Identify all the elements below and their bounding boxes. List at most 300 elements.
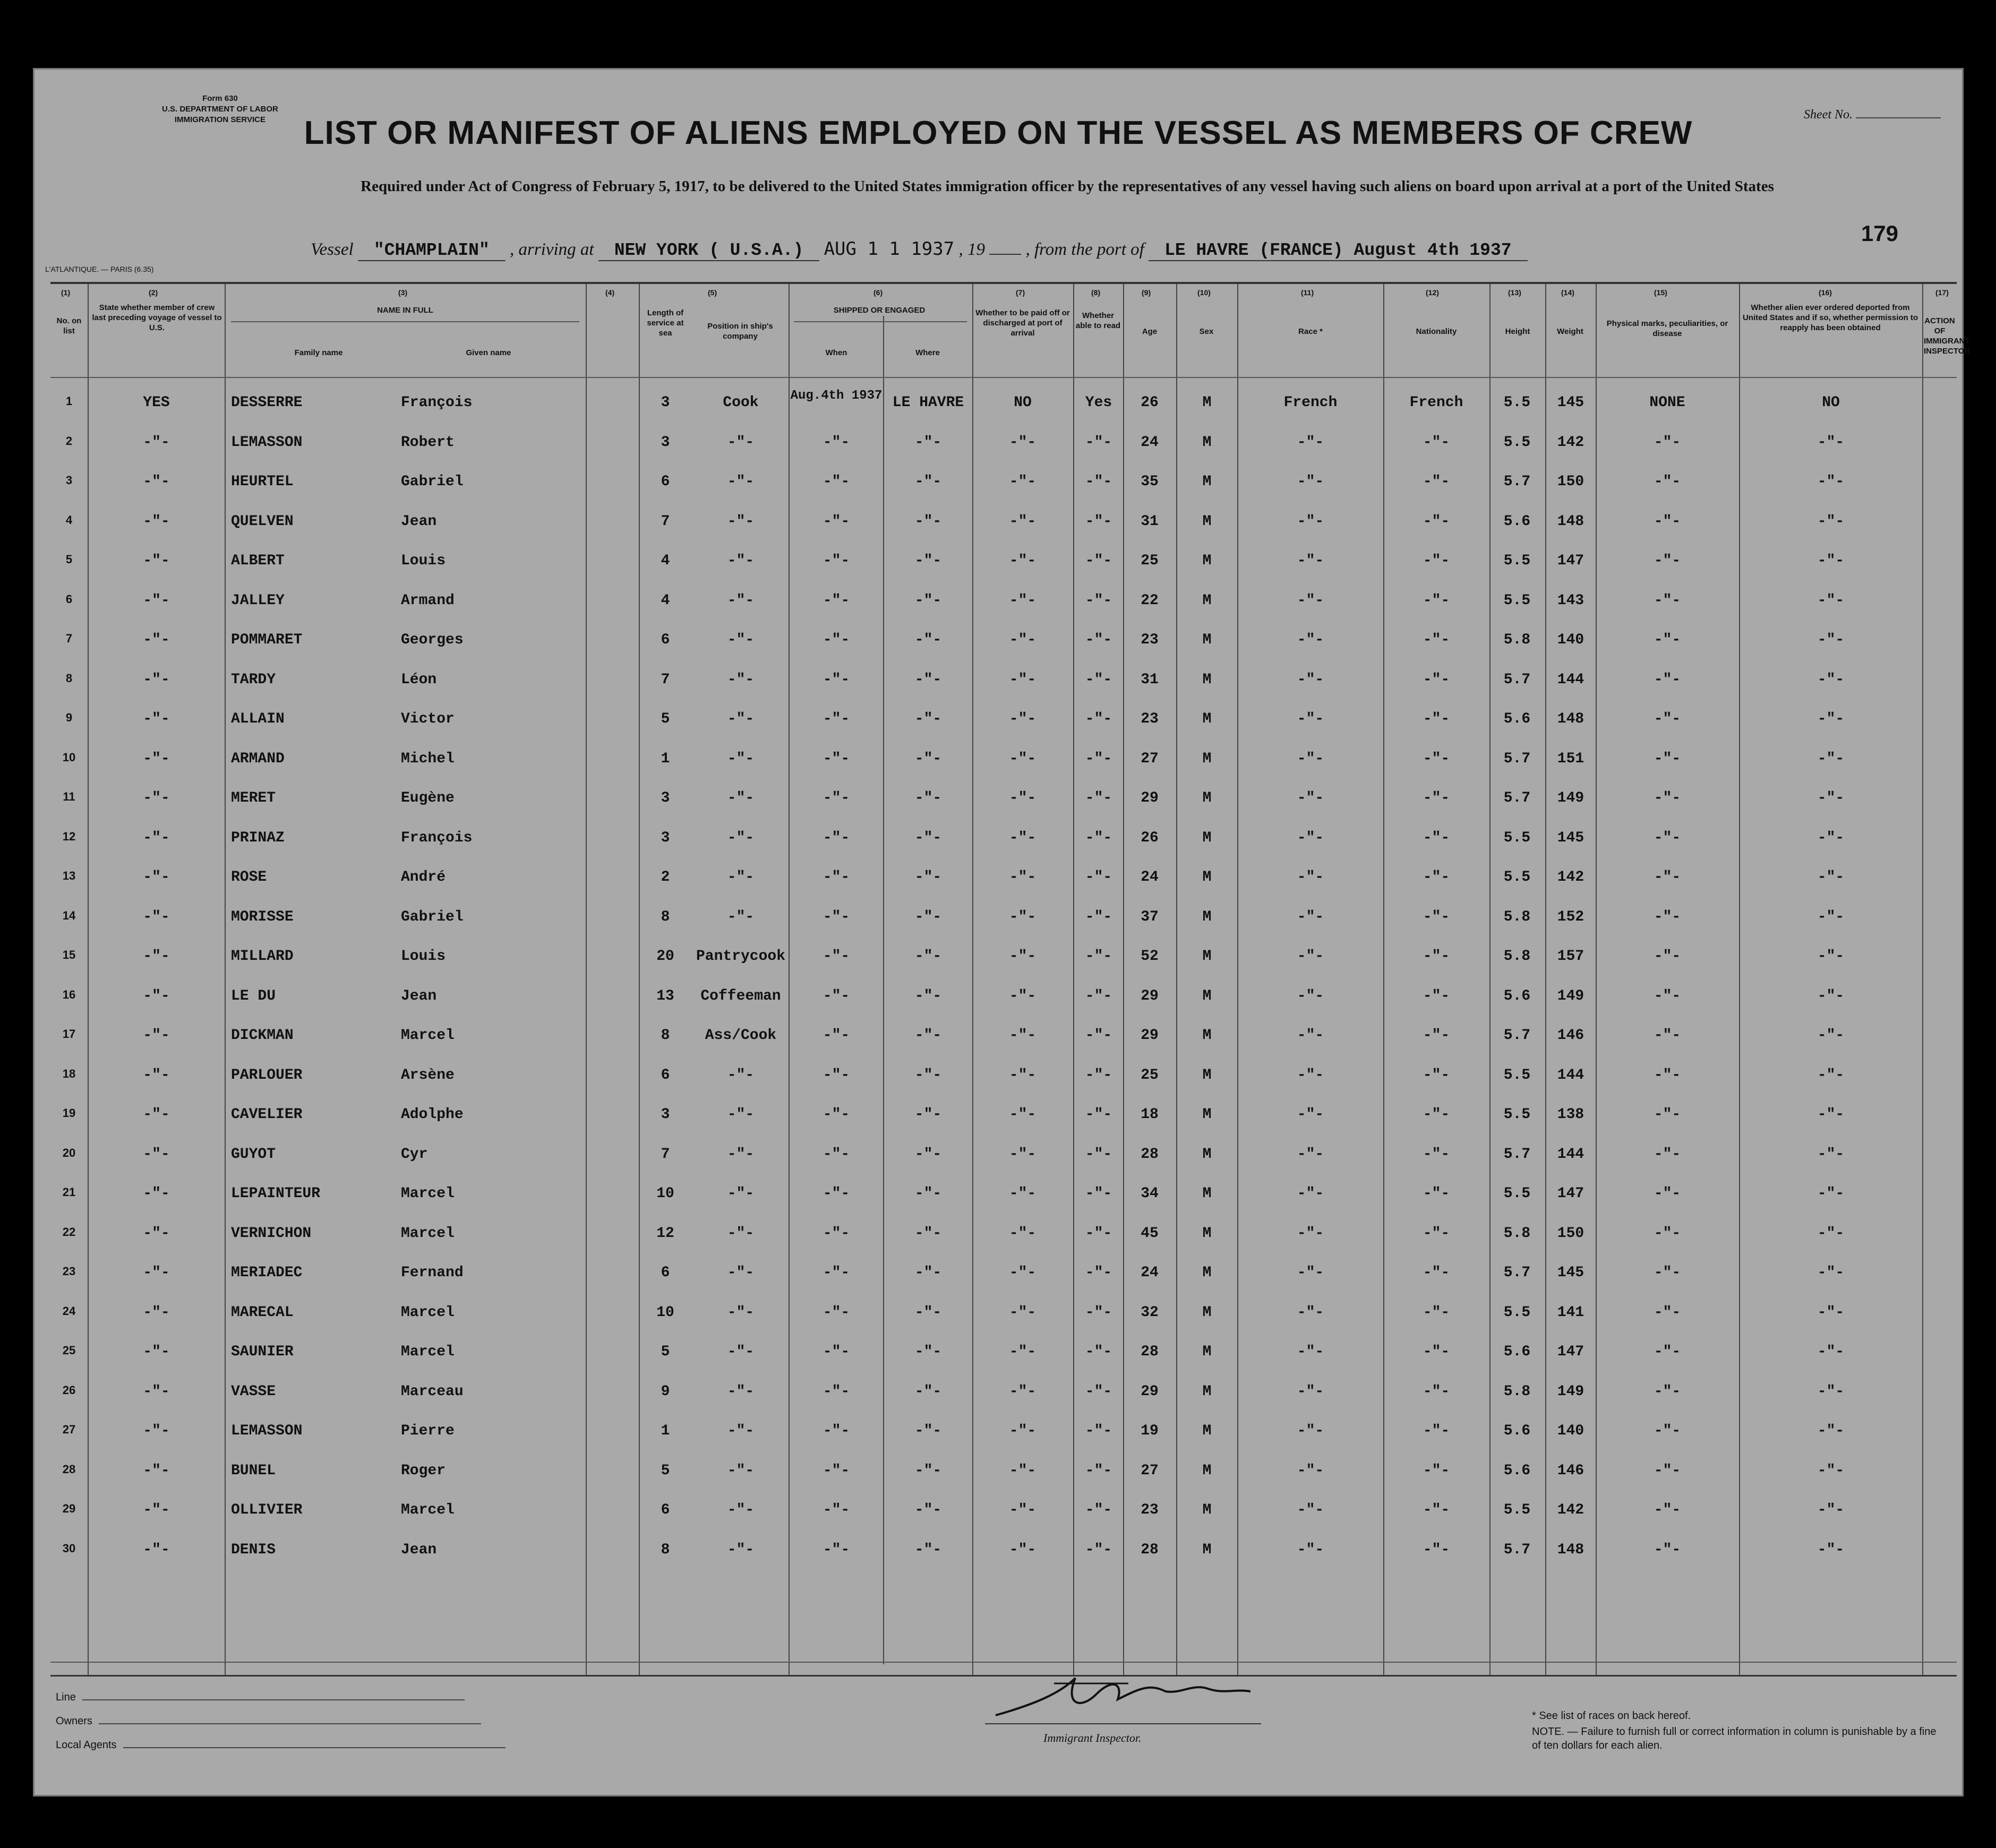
col-num-1: (1) bbox=[61, 288, 71, 297]
able-to-read-cell: -"- bbox=[1085, 1265, 1112, 1281]
shipped-where-cell: -"- bbox=[914, 1304, 942, 1321]
prev-voyage-cell: -"- bbox=[143, 1265, 170, 1281]
height-cell: 5.5 bbox=[1503, 1502, 1531, 1518]
deported-cell: -"- bbox=[1817, 1067, 1845, 1084]
nationality-cell: -"- bbox=[1423, 1383, 1450, 1400]
marks-cell: -"- bbox=[1654, 869, 1681, 886]
age-cell: 29 bbox=[1141, 1383, 1159, 1400]
service-length-cell: 8 bbox=[661, 908, 670, 925]
footer-line: Line bbox=[56, 1691, 465, 1704]
row-number: 28 bbox=[62, 1462, 76, 1476]
service-length-cell: 13 bbox=[656, 987, 674, 1004]
sex-cell: M bbox=[1202, 1106, 1212, 1123]
given-name-cell: Jean bbox=[401, 987, 437, 1004]
height-cell: 5.6 bbox=[1503, 1423, 1531, 1439]
shipped-where-cell: -"- bbox=[914, 1067, 942, 1084]
sex-cell: M bbox=[1202, 474, 1212, 490]
vessel-name: "CHAMPLAIN" bbox=[358, 240, 506, 261]
table-row bbox=[50, 1058, 1957, 1097]
shipped-where-cell: -"- bbox=[914, 474, 942, 490]
col-num-9: (9) bbox=[1142, 288, 1151, 297]
paid-off-cell: -"- bbox=[1009, 513, 1036, 530]
family-name-cell: MARECAL bbox=[231, 1304, 294, 1321]
paid-off-cell: -"- bbox=[1009, 1541, 1036, 1558]
family-name-cell: DESSERRE bbox=[231, 394, 303, 411]
paid-off-cell: -"- bbox=[1009, 671, 1036, 688]
vessel-line: Vessel "CHAMPLAIN" , arriving at NEW YORK ( U.S.A.) AUG 1 1 1937 , 19 , from the port of LE HAVRE (FRANCE) August 4th 1937 bbox=[311, 238, 1528, 260]
age-cell: 28 bbox=[1141, 1541, 1159, 1558]
service-length-cell: 5 bbox=[661, 1462, 670, 1479]
height-cell: 5.7 bbox=[1503, 790, 1531, 806]
deported-cell: -"- bbox=[1817, 790, 1845, 806]
able-to-read-cell: -"- bbox=[1085, 1502, 1112, 1518]
able-to-read-cell: -"- bbox=[1085, 750, 1112, 767]
sex-cell: M bbox=[1202, 632, 1212, 648]
prev-voyage-cell: -"- bbox=[143, 1106, 170, 1123]
height-cell: 5.6 bbox=[1503, 1344, 1531, 1360]
position-cell: -"- bbox=[727, 513, 755, 530]
weight-cell: 157 bbox=[1557, 948, 1584, 965]
race-cell: -"- bbox=[1297, 1027, 1324, 1044]
position-cell: -"- bbox=[727, 1541, 755, 1558]
able-to-read-cell: -"- bbox=[1085, 869, 1112, 886]
row-number: 16 bbox=[62, 987, 76, 1001]
service-length-cell: 3 bbox=[661, 434, 670, 451]
row-number: 12 bbox=[62, 829, 76, 843]
shipped-when-cell: Aug.4th 1937 bbox=[790, 389, 883, 403]
shipped-where-cell: -"- bbox=[914, 1502, 942, 1518]
nationality-cell: -"- bbox=[1423, 513, 1450, 530]
sex-cell: M bbox=[1202, 750, 1212, 767]
marks-cell: -"- bbox=[1654, 711, 1681, 727]
table-row bbox=[50, 1097, 1957, 1136]
table-row bbox=[50, 543, 1957, 582]
height-cell: 5.5 bbox=[1503, 1304, 1531, 1321]
sex-cell: M bbox=[1202, 1383, 1212, 1400]
given-name-cell: Louis bbox=[401, 553, 446, 569]
prev-voyage-cell: -"- bbox=[143, 1502, 170, 1518]
paid-off-cell: -"- bbox=[1009, 1502, 1036, 1518]
col-num-14: (14) bbox=[1561, 288, 1574, 297]
height-cell: 5.6 bbox=[1503, 987, 1531, 1004]
able-to-read-cell: -"- bbox=[1085, 711, 1112, 727]
table-row bbox=[50, 1176, 1957, 1215]
table-row bbox=[50, 385, 1957, 424]
weight-cell: 144 bbox=[1557, 671, 1584, 688]
prev-voyage-cell: -"- bbox=[143, 1185, 170, 1202]
row-number: 25 bbox=[62, 1344, 76, 1357]
marks-cell: -"- bbox=[1654, 1344, 1681, 1360]
given-name-cell: André bbox=[401, 869, 446, 886]
given-name-cell: Adolphe bbox=[401, 1106, 464, 1123]
shipped-where-cell: -"- bbox=[914, 1383, 942, 1400]
service-length-cell: 6 bbox=[661, 1502, 670, 1518]
table-row bbox=[50, 504, 1957, 543]
sex-cell: M bbox=[1202, 790, 1212, 806]
page-subtitle: Required under Act of Congress of February 5, 1917, to be delivered to the United States immigration officer by the representatives of any vessel having such aliens on board upon arrival at a port of the United States bbox=[361, 178, 1774, 195]
row-number: 17 bbox=[62, 1027, 76, 1041]
service-length-cell: 12 bbox=[656, 1225, 674, 1242]
service-length-cell: 1 bbox=[661, 750, 670, 767]
table-row bbox=[50, 859, 1957, 899]
prev-voyage-cell: -"- bbox=[143, 711, 170, 727]
sex-cell: M bbox=[1202, 1502, 1212, 1518]
race-cell: -"- bbox=[1297, 553, 1324, 569]
age-cell: 31 bbox=[1141, 671, 1159, 688]
shipped-when-cell: -"- bbox=[823, 869, 850, 886]
family-name-cell: ALLAIN bbox=[231, 711, 285, 727]
sex-cell: M bbox=[1202, 1344, 1212, 1360]
shipped-where-cell: -"- bbox=[914, 592, 942, 609]
given-name-cell: Georges bbox=[401, 632, 464, 648]
deported-cell: -"- bbox=[1817, 987, 1845, 1004]
race-cell: -"- bbox=[1297, 1383, 1324, 1400]
able-to-read-cell: -"- bbox=[1085, 474, 1112, 490]
col-num-6: (6) bbox=[873, 288, 883, 297]
able-to-read-cell: -"- bbox=[1085, 1383, 1112, 1400]
family-name-cell: DENIS bbox=[231, 1541, 276, 1558]
shipped-when-cell: -"- bbox=[823, 1146, 850, 1163]
nationality-cell: -"- bbox=[1423, 592, 1450, 609]
shipped-when-cell: -"- bbox=[823, 1225, 850, 1242]
row-number: 4 bbox=[65, 513, 73, 527]
able-to-read-cell: -"- bbox=[1085, 632, 1112, 648]
family-name-cell: MORISSE bbox=[231, 908, 294, 925]
age-cell: 22 bbox=[1141, 592, 1159, 609]
row-number: 21 bbox=[62, 1185, 76, 1199]
page-title: LIST OR MANIFEST OF ALIENS EMPLOYED ON THE VESSEL AS MEMBERS OF CREW bbox=[304, 115, 1693, 151]
prev-voyage-cell: -"- bbox=[143, 908, 170, 925]
shipped-where-cell: -"- bbox=[914, 1423, 942, 1439]
prev-voyage-cell: -"- bbox=[143, 1344, 170, 1360]
col-num-13: (13) bbox=[1508, 288, 1521, 297]
family-name-cell: LE DU bbox=[231, 987, 276, 1004]
col-head-marks: Physical marks, peculiarities, or disease bbox=[1606, 319, 1728, 338]
shipped-when-cell: -"- bbox=[823, 1541, 850, 1558]
sex-cell: M bbox=[1202, 1541, 1212, 1558]
races-note: * See list of races on back hereof. bbox=[1532, 1710, 1691, 1722]
marks-cell: -"- bbox=[1654, 1462, 1681, 1479]
race-cell: -"- bbox=[1297, 829, 1324, 846]
nationality-cell: -"- bbox=[1423, 671, 1450, 688]
prev-voyage-cell: -"- bbox=[143, 1067, 170, 1084]
service-length-cell: 2 bbox=[661, 869, 670, 886]
race-cell: -"- bbox=[1297, 1106, 1324, 1123]
table-row bbox=[50, 1295, 1957, 1334]
shipped-when-cell: -"- bbox=[823, 1502, 850, 1518]
family-name-cell: JALLEY bbox=[231, 592, 285, 609]
able-to-read-cell: -"- bbox=[1085, 1106, 1112, 1123]
footer-owners: Owners bbox=[56, 1715, 481, 1727]
shipped-when-cell: -"- bbox=[823, 1185, 850, 1202]
row-number: 29 bbox=[62, 1502, 76, 1515]
position-cell: -"- bbox=[727, 632, 755, 648]
table-row bbox=[50, 701, 1957, 741]
nationality-cell: -"- bbox=[1423, 1462, 1450, 1479]
age-cell: 29 bbox=[1141, 1027, 1159, 1044]
weight-cell: 148 bbox=[1557, 1541, 1584, 1558]
given-name-cell: Eugène bbox=[401, 790, 455, 806]
row-number: 10 bbox=[62, 750, 76, 764]
age-cell: 29 bbox=[1141, 790, 1159, 806]
marks-cell: -"- bbox=[1654, 632, 1681, 648]
weight-cell: 151 bbox=[1557, 750, 1584, 767]
able-to-read-cell: Yes bbox=[1085, 394, 1112, 411]
given-name-cell: Cyr bbox=[401, 1146, 428, 1163]
row-number: 15 bbox=[62, 948, 76, 961]
service-length-cell: 8 bbox=[661, 1541, 670, 1558]
nationality-cell: -"- bbox=[1423, 908, 1450, 925]
able-to-read-cell: -"- bbox=[1085, 1185, 1112, 1202]
family-name-cell: LEPAINTEUR bbox=[231, 1185, 321, 1202]
family-name-cell: OLLIVIER bbox=[231, 1502, 303, 1518]
shipped-when-cell: -"- bbox=[823, 1423, 850, 1439]
marks-cell: -"- bbox=[1654, 1027, 1681, 1044]
position-cell: -"- bbox=[727, 1067, 755, 1084]
position-cell: -"- bbox=[727, 592, 755, 609]
deported-cell: -"- bbox=[1817, 553, 1845, 569]
sex-cell: M bbox=[1202, 1185, 1212, 1202]
shipped-when-cell: -"- bbox=[823, 1344, 850, 1360]
col-head-read: Whether able to read bbox=[1075, 311, 1121, 330]
col-num-7: (7) bbox=[1016, 288, 1025, 297]
nationality-cell: -"- bbox=[1423, 434, 1450, 451]
table-row bbox=[50, 1137, 1957, 1176]
weight-cell: 146 bbox=[1557, 1027, 1584, 1044]
table-row bbox=[50, 741, 1957, 780]
height-cell: 5.5 bbox=[1503, 434, 1531, 451]
departure-port: LE HAVRE (FRANCE) August 4th 1937 bbox=[1149, 240, 1528, 261]
prev-voyage-cell: -"- bbox=[143, 632, 170, 648]
height-cell: 5.7 bbox=[1503, 1265, 1531, 1281]
family-name-cell: DICKMAN bbox=[231, 1027, 294, 1044]
height-cell: 5.5 bbox=[1503, 553, 1531, 569]
deported-cell: -"- bbox=[1817, 750, 1845, 767]
col-num-16: (16) bbox=[1819, 288, 1832, 297]
shipped-when-cell: -"- bbox=[823, 1067, 850, 1084]
prev-voyage-cell: -"- bbox=[143, 474, 170, 490]
paid-off-cell: -"- bbox=[1009, 869, 1036, 886]
shipped-where-cell: -"- bbox=[914, 987, 942, 1004]
age-cell: 37 bbox=[1141, 908, 1159, 925]
position-cell: -"- bbox=[727, 908, 755, 925]
weight-cell: 142 bbox=[1557, 434, 1584, 451]
deported-cell: -"- bbox=[1817, 1225, 1845, 1242]
shipped-where-cell: -"- bbox=[914, 513, 942, 530]
shipped-when-cell: -"- bbox=[823, 987, 850, 1004]
sheet-number-label: Sheet No. bbox=[1804, 108, 1941, 122]
deported-cell: -"- bbox=[1817, 1146, 1845, 1163]
table-row bbox=[50, 1216, 1957, 1255]
family-name-cell: TARDY bbox=[231, 671, 276, 688]
position-cell: -"- bbox=[727, 1383, 755, 1400]
family-name-cell: ARMAND bbox=[231, 750, 285, 767]
position-cell: -"- bbox=[727, 474, 755, 490]
form-number: Form 630 bbox=[202, 94, 238, 103]
shipped-where-cell: -"- bbox=[914, 1027, 942, 1044]
given-name-cell: Roger bbox=[401, 1462, 446, 1479]
deported-cell: -"- bbox=[1817, 1383, 1845, 1400]
paid-off-cell: -"- bbox=[1009, 908, 1036, 925]
family-name-cell: BUNEL bbox=[231, 1462, 276, 1479]
shipped-when-cell: -"- bbox=[823, 1383, 850, 1400]
able-to-read-cell: -"- bbox=[1085, 592, 1112, 609]
deported-cell: NO bbox=[1822, 394, 1840, 411]
nationality-cell: -"- bbox=[1423, 1027, 1450, 1044]
given-name-cell: Jean bbox=[401, 1541, 437, 1558]
paid-off-cell: -"- bbox=[1009, 1225, 1036, 1242]
race-cell: -"- bbox=[1297, 869, 1324, 886]
shipped-where-cell: -"- bbox=[914, 1541, 942, 1558]
race-cell: French bbox=[1283, 394, 1338, 411]
age-cell: 24 bbox=[1141, 434, 1159, 451]
row-number: 19 bbox=[62, 1106, 76, 1120]
deported-cell: -"- bbox=[1817, 908, 1845, 925]
deported-cell: -"- bbox=[1817, 829, 1845, 846]
row-number: 6 bbox=[65, 592, 73, 606]
shipped-where-cell: -"- bbox=[914, 632, 942, 648]
race-cell: -"- bbox=[1297, 513, 1324, 530]
col-head-deported: Whether alien ever ordered deported from United States and if so, whether permission to reapply has been obtained bbox=[1742, 303, 1918, 332]
prev-voyage-cell: -"- bbox=[143, 513, 170, 530]
col-head-shipped: SHIPPED OR ENGAGED bbox=[833, 306, 926, 315]
row-number: 22 bbox=[62, 1225, 76, 1239]
race-cell: -"- bbox=[1297, 592, 1324, 609]
paid-off-cell: -"- bbox=[1009, 1423, 1036, 1439]
family-name-cell: MERET bbox=[231, 790, 276, 806]
service-length-cell: 7 bbox=[661, 513, 670, 530]
race-cell: -"- bbox=[1297, 790, 1324, 806]
crew-table bbox=[50, 282, 1971, 1677]
weight-cell: 147 bbox=[1557, 1344, 1584, 1360]
shipped-when-cell: -"- bbox=[823, 1304, 850, 1321]
sex-cell: M bbox=[1202, 1423, 1212, 1439]
height-cell: 5.7 bbox=[1503, 1541, 1531, 1558]
age-cell: 23 bbox=[1141, 1502, 1159, 1518]
weight-cell: 144 bbox=[1557, 1067, 1584, 1084]
shipped-where-cell: -"- bbox=[914, 711, 942, 727]
shipped-where-cell: -"- bbox=[914, 1106, 942, 1123]
marks-cell: -"- bbox=[1654, 750, 1681, 767]
nationality-cell: -"- bbox=[1423, 1423, 1450, 1439]
height-cell: 5.8 bbox=[1503, 908, 1531, 925]
prev-voyage-cell: -"- bbox=[143, 829, 170, 846]
given-name-cell: Marceau bbox=[401, 1383, 464, 1400]
marks-cell: -"- bbox=[1654, 948, 1681, 965]
nationality-cell: -"- bbox=[1423, 1106, 1450, 1123]
weight-cell: 150 bbox=[1557, 474, 1584, 490]
nationality-cell: -"- bbox=[1423, 1502, 1450, 1518]
weight-cell: 150 bbox=[1557, 1225, 1584, 1242]
height-cell: 5.8 bbox=[1503, 1383, 1531, 1400]
position-cell: -"- bbox=[727, 671, 755, 688]
given-name-cell: Jean bbox=[401, 513, 437, 530]
able-to-read-cell: -"- bbox=[1085, 1344, 1112, 1360]
arrival-date-stamp: AUG 1 1 1937 bbox=[824, 238, 955, 260]
weight-cell: 149 bbox=[1557, 987, 1584, 1004]
marks-cell: -"- bbox=[1654, 1067, 1681, 1084]
nationality-cell: -"- bbox=[1423, 948, 1450, 965]
prev-voyage-cell: -"- bbox=[143, 434, 170, 451]
family-name-cell: ALBERT bbox=[231, 553, 285, 569]
nationality-cell: -"- bbox=[1423, 1541, 1450, 1558]
sex-cell: M bbox=[1202, 1265, 1212, 1281]
deported-cell: -"- bbox=[1817, 1027, 1845, 1044]
able-to-read-cell: -"- bbox=[1085, 829, 1112, 846]
given-name-cell: François bbox=[401, 829, 473, 846]
page-number: 179 bbox=[1861, 221, 1898, 246]
position-cell: -"- bbox=[727, 1344, 755, 1360]
prev-voyage-cell: -"- bbox=[143, 1383, 170, 1400]
service-length-cell: 8 bbox=[661, 1027, 670, 1044]
service-length-cell: 4 bbox=[661, 553, 670, 569]
marks-cell: -"- bbox=[1654, 790, 1681, 806]
prev-voyage-cell: -"- bbox=[143, 987, 170, 1004]
given-name-cell: Marcel bbox=[401, 1344, 455, 1360]
col-head-when: When bbox=[825, 348, 847, 357]
nationality-cell: French bbox=[1409, 394, 1463, 411]
height-cell: 5.6 bbox=[1503, 711, 1531, 727]
able-to-read-cell: -"- bbox=[1085, 790, 1112, 806]
able-to-read-cell: -"- bbox=[1085, 513, 1112, 530]
col-head-family: Family name bbox=[294, 348, 343, 357]
age-cell: 25 bbox=[1141, 1067, 1159, 1084]
paid-off-cell: -"- bbox=[1009, 1067, 1036, 1084]
paid-off-cell: -"- bbox=[1009, 1027, 1036, 1044]
marks-cell: -"- bbox=[1654, 1146, 1681, 1163]
family-name-cell: SAUNIER bbox=[231, 1344, 294, 1360]
deported-cell: -"- bbox=[1817, 1106, 1845, 1123]
height-cell: 5.5 bbox=[1503, 869, 1531, 886]
position-cell: -"- bbox=[727, 1185, 755, 1202]
shipped-where-cell: -"- bbox=[914, 1146, 942, 1163]
given-name-cell: Marcel bbox=[401, 1502, 455, 1518]
able-to-read-cell: -"- bbox=[1085, 553, 1112, 569]
weight-cell: 152 bbox=[1557, 908, 1584, 925]
deported-cell: -"- bbox=[1817, 1185, 1845, 1202]
col-num-8: (8) bbox=[1091, 288, 1101, 297]
deported-cell: -"- bbox=[1817, 513, 1845, 530]
given-name-cell: Léon bbox=[401, 671, 437, 688]
marks-cell: -"- bbox=[1654, 829, 1681, 846]
table-row bbox=[50, 1453, 1957, 1492]
family-name-cell: VERNICHON bbox=[231, 1225, 312, 1242]
given-name-cell: Pierre bbox=[401, 1423, 455, 1439]
deported-cell: -"- bbox=[1817, 632, 1845, 648]
given-name-cell: Gabriel bbox=[401, 474, 464, 490]
race-cell: -"- bbox=[1297, 1304, 1324, 1321]
nationality-cell: -"- bbox=[1423, 790, 1450, 806]
height-cell: 5.5 bbox=[1503, 829, 1531, 846]
table-row bbox=[50, 780, 1957, 820]
age-cell: 31 bbox=[1141, 513, 1159, 530]
paid-off-cell: -"- bbox=[1009, 1265, 1036, 1281]
col-num-4: (4) bbox=[605, 288, 615, 297]
col-num-17: (17) bbox=[1935, 288, 1949, 297]
sex-cell: M bbox=[1202, 394, 1212, 411]
able-to-read-cell: -"- bbox=[1085, 1423, 1112, 1439]
service-length-cell: 9 bbox=[661, 1383, 670, 1400]
footer-local-agents: Local Agents bbox=[56, 1739, 506, 1751]
paid-off-cell: -"- bbox=[1009, 1462, 1036, 1479]
paid-off-cell: -"- bbox=[1009, 1146, 1036, 1163]
family-name-cell: QUELVEN bbox=[231, 513, 294, 530]
service-length-cell: 7 bbox=[661, 671, 670, 688]
deported-cell: -"- bbox=[1817, 1304, 1845, 1321]
printer-mark: L'ATLANTIQUE. — PARIS (6.35) bbox=[45, 265, 154, 273]
col-num-2: (2) bbox=[149, 288, 158, 297]
position-cell: -"- bbox=[727, 553, 755, 569]
